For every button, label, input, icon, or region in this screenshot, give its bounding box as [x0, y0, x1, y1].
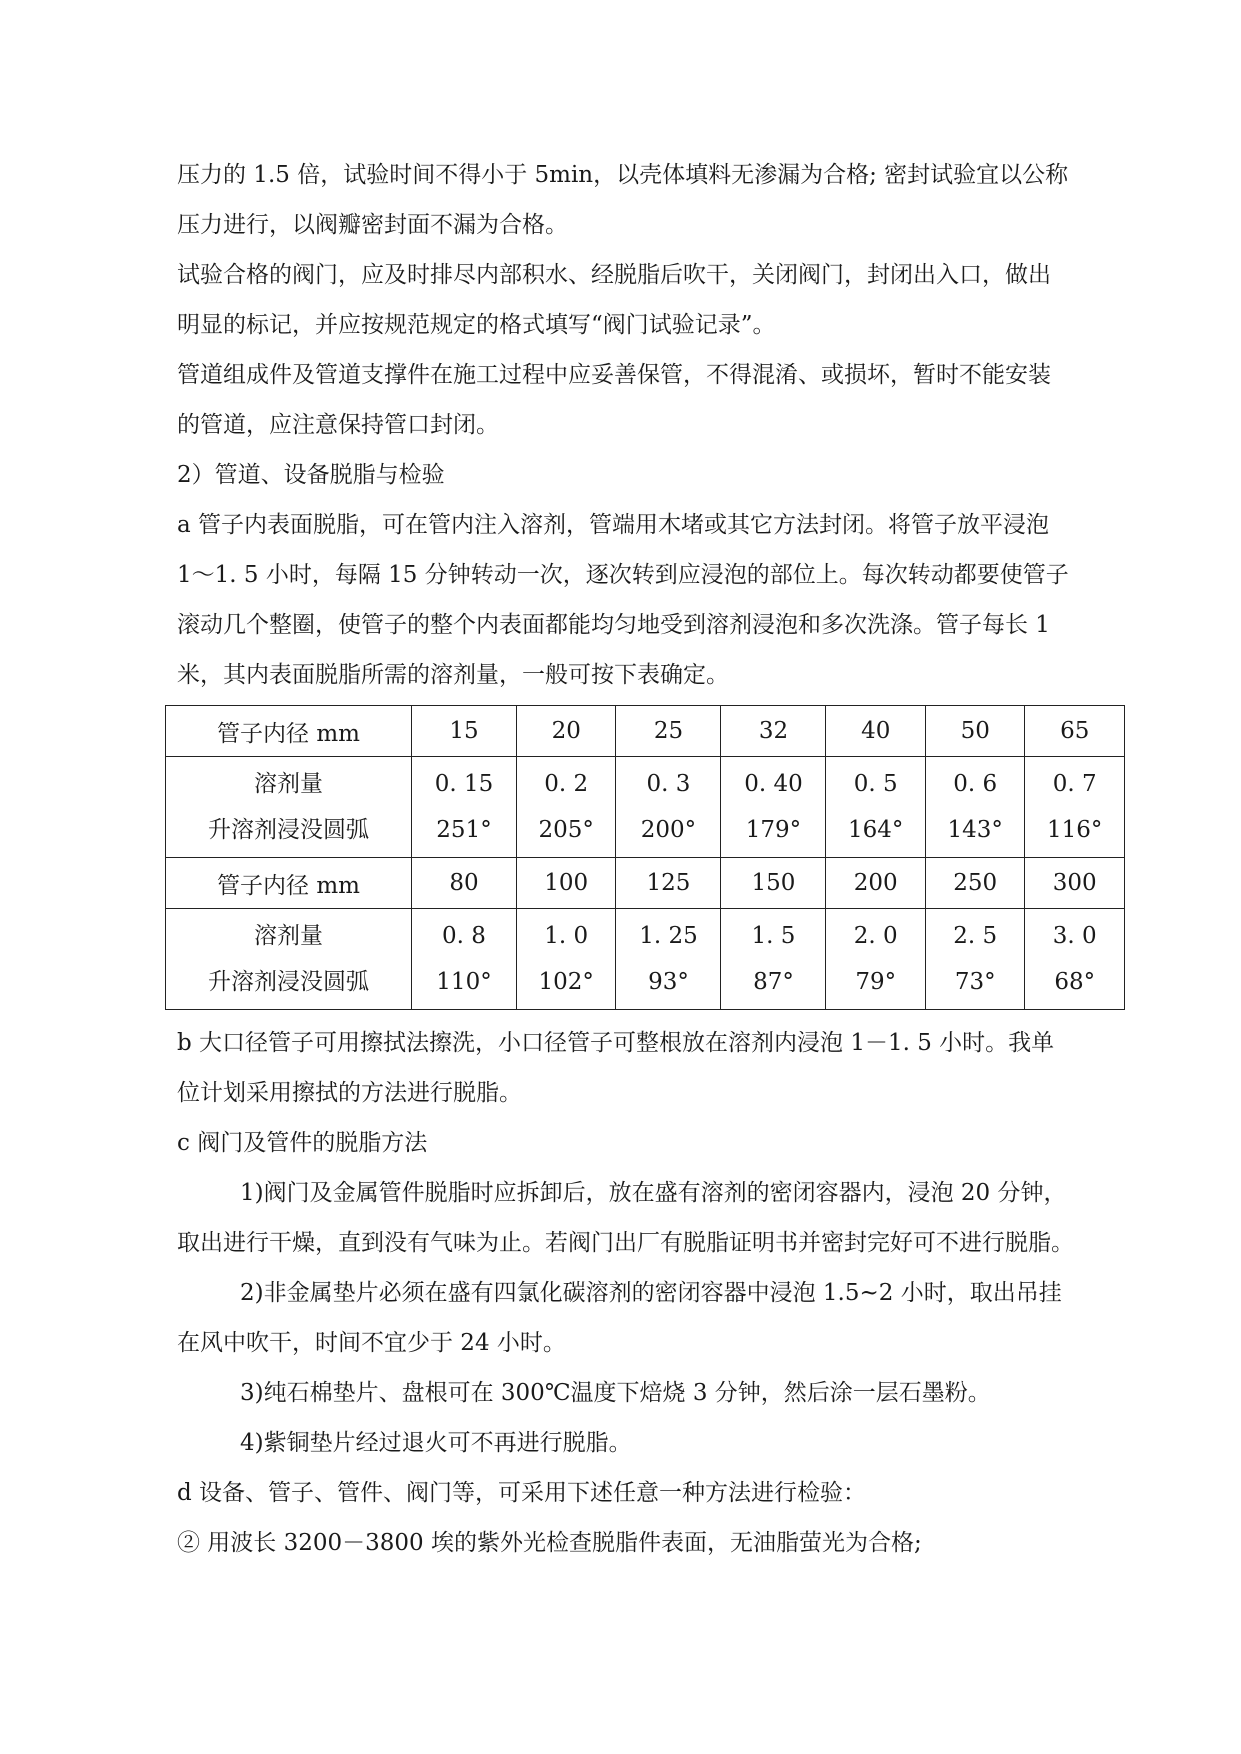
table-cell: 15	[412, 706, 517, 757]
angle-value: 79°	[855, 969, 897, 995]
list-item: 4)紫铜垫片经过退火可不再进行脱脂。	[240, 1430, 632, 1456]
paragraph-line: a 管子内表面脱脂，可在管内注入溶剂，管端用木堵或其它方法封闭。将管子放平浸泡	[177, 512, 1050, 538]
paragraph-line: 压力进行，以阀瓣密封面不漏为合格。	[177, 212, 568, 238]
table-cell	[826, 757, 925, 858]
paragraph-line: 1～1. 5 小时，每隔 15 分钟转动一次，逐次转到应浸泡的部位上。每次转动都要使管子	[177, 562, 1069, 588]
angle-value: 200°	[640, 817, 697, 843]
table-cell: 200	[826, 858, 925, 909]
table-cell: 250	[925, 858, 1024, 909]
paragraph-line: 压力的 1.5 倍，试验时间不得小于 5min，以壳体填料无渗漏为合格; 密封试验宜以公称	[177, 162, 1069, 188]
section-heading: c 阀门及管件的脱脂方法	[177, 1130, 428, 1156]
angle-value: 93°	[648, 969, 689, 995]
solvent-label: 溶剂量	[254, 923, 323, 949]
table-row	[166, 909, 1125, 1010]
paragraph-line: 明显的标记，并应按规范规定的格式填写“阀门试验记录”。	[177, 312, 776, 338]
angle-label: 升溶剂浸没圆弧	[208, 969, 369, 995]
table-cell	[721, 757, 826, 858]
solvent-value: 0. 6	[953, 771, 998, 797]
table-cell	[826, 909, 925, 1010]
solvent-value: 0. 15	[434, 771, 494, 797]
table-cell: 25	[616, 706, 721, 757]
solvent-value: 0. 3	[646, 771, 691, 797]
angle-value: 110°	[436, 969, 492, 995]
paragraph-line: 滚动几个整圈，使管子的整个内表面都能均匀地受到溶剂浸泡和多次洗涤。管子每长 1	[177, 612, 1050, 638]
table-cell	[925, 757, 1024, 858]
angle-value: 68°	[1054, 969, 1096, 995]
solvent-value: 3. 0	[1052, 923, 1097, 949]
solvent-value: 0. 7	[1052, 771, 1097, 797]
table-cell: 300	[1025, 858, 1125, 909]
list-item: ② 用波长 3200－3800 埃的紫外光检查脱脂件表面，无油脂萤光为合格;	[177, 1530, 922, 1556]
table-row	[166, 757, 1125, 858]
table-cell	[517, 909, 616, 1010]
paragraph-line: 试验合格的阀门，应及时排尽内部积水、经脱脂后吹干，关闭阀门，封闭出入口，做出	[177, 262, 1051, 288]
table-cell: 125	[616, 858, 721, 909]
table-cell	[412, 909, 517, 1010]
angle-value: 205°	[538, 817, 594, 843]
diameter-label-cell: 管子内径 mm	[166, 706, 412, 757]
solvent-value: 2. 0	[853, 923, 898, 949]
paragraph-line: 的管道，应注意保持管口封闭。	[177, 412, 499, 438]
list-item: 2)非金属垫片必须在盛有四氯化碳溶剂的密闭容器中浸泡 1.5~2 小时，取出吊挂	[240, 1280, 1062, 1306]
table-cell	[721, 909, 826, 1010]
table-cell	[616, 757, 721, 858]
table-cell	[616, 909, 721, 1010]
table-cell	[412, 757, 517, 858]
table-cell: 32	[721, 706, 826, 757]
paragraph-line: 米，其内表面脱脂所需的溶剂量，一般可按下表确定。	[177, 662, 729, 688]
table-cell	[925, 909, 1024, 1010]
table-cell: 150	[721, 858, 826, 909]
list-item: 3)纯石棉垫片、盘根可在 300℃温度下焙烧 3 分钟，然后涂一层石墨粉。	[240, 1380, 991, 1406]
table-cell	[1025, 909, 1125, 1010]
solvent-value: 0. 8	[442, 923, 486, 949]
angle-value: 164°	[848, 817, 904, 843]
angle-value: 102°	[538, 969, 594, 995]
table-row	[166, 858, 1125, 909]
paragraph-line: 在风中吹干，时间不宜少于 24 小时。	[177, 1330, 566, 1356]
table-cell	[1025, 757, 1125, 858]
table-row	[166, 706, 1125, 757]
solvent-value: 0. 40	[744, 771, 803, 797]
solvent-value: 1. 5	[751, 923, 796, 949]
list-item: 1)阀门及金属管件脱脂时应拆卸后，放在盛有溶剂的密闭容器内，浸泡 20 分钟，	[240, 1180, 1067, 1206]
angle-value: 143°	[947, 817, 1003, 843]
section-heading: 2）管道、设备脱脂与检验	[177, 462, 445, 488]
solvent-value: 0. 2	[544, 771, 589, 797]
angle-value: 87°	[753, 969, 794, 995]
table-cell	[517, 757, 616, 858]
table-cell: 50	[925, 706, 1024, 757]
angle-value: 251°	[436, 817, 492, 843]
solvent-value: 1. 0	[544, 923, 589, 949]
table-cell: 20	[517, 706, 616, 757]
table-cell: 40	[826, 706, 925, 757]
table-cell: 100	[517, 858, 616, 909]
diameter-label-cell: 管子内径 mm	[166, 858, 412, 909]
solvent-value: 0. 5	[853, 771, 898, 797]
solvent-value: 2. 5	[953, 923, 998, 949]
angle-value: 73°	[954, 969, 996, 995]
table-cell: 65	[1025, 706, 1125, 757]
solvent-table	[165, 705, 1125, 1010]
paragraph-line: b 大口径管子可用擦拭法擦洗，小口径管子可整根放在溶剂内浸泡 1－1. 5 小时。我单	[177, 1030, 1055, 1056]
label-cell	[166, 757, 412, 858]
solvent-value: 1. 25	[639, 923, 698, 949]
angle-value: 179°	[745, 817, 802, 843]
angle-value: 116°	[1047, 817, 1103, 843]
paragraph-line: d 设备、管子、管件、阀门等，可采用下述任意一种方法进行检验：	[177, 1480, 867, 1506]
paragraph-line: 管道组成件及管道支撑件在施工过程中应妥善保管，不得混淆、或损坏，暂时不能安装	[177, 362, 1051, 388]
table-cell: 80	[412, 858, 517, 909]
solvent-label: 溶剂量	[254, 771, 323, 797]
label-cell	[166, 909, 412, 1010]
angle-label: 升溶剂浸没圆弧	[208, 817, 369, 843]
paragraph-line: 位计划采用擦拭的方法进行脱脂。	[177, 1080, 522, 1106]
paragraph-line: 取出进行干燥，直到没有气味为止。若阀门出厂有脱脂证明书并密封完好可不进行脱脂。	[177, 1230, 1074, 1256]
